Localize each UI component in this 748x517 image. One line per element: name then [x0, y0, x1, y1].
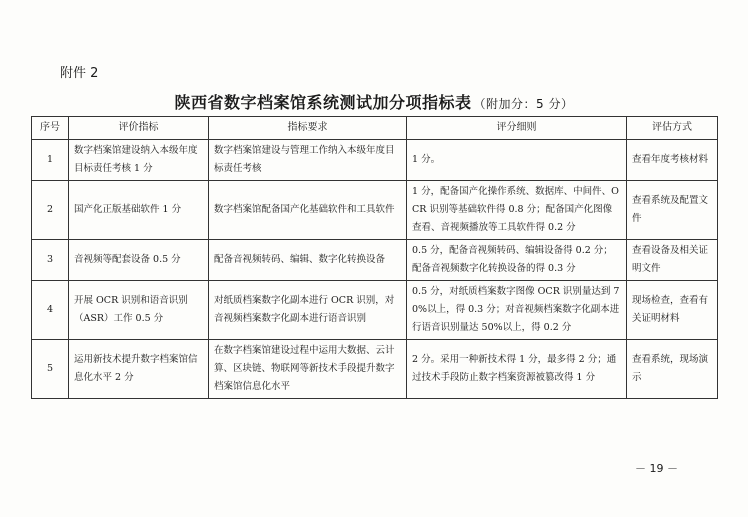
page-title	[0, 90, 748, 113]
row-method: 查看系统及配置文件	[627, 181, 718, 240]
table-row	[32, 140, 718, 181]
header-method: 评估方式	[627, 117, 718, 140]
row-indicator: 运用新技术提升数字档案馆信息化水平 2 分	[69, 340, 209, 399]
row-requirement: 数字档案馆建设与管理工作纳入本级年度目标责任考核	[209, 140, 407, 181]
header-scoring: 评分细则	[407, 117, 627, 140]
table-row	[32, 240, 718, 281]
attachment-label: 附件 2	[60, 66, 99, 81]
row-scoring: 1 分，配备国产化操作系统、数据库、中间件、OCR 识别等基础软件得 0.8 分；配备国产化图像查看、音视频播放等工具软件得 0.2 分	[407, 181, 627, 240]
row-method: 查看年度考核材料	[627, 140, 718, 181]
row-indicator: 开展 OCR 识别和语音识别（ASR）工作 0.5 分	[69, 281, 209, 340]
header-indicator: 评价指标	[69, 117, 209, 140]
table-row	[32, 281, 718, 340]
row-index: 5	[32, 340, 69, 399]
row-indicator: 音视频等配套设备 0.5 分	[69, 240, 209, 281]
row-index: 2	[32, 181, 69, 240]
table-row	[32, 181, 718, 240]
indicator-table	[31, 116, 718, 399]
row-requirement: 对纸质档案数字化副本进行 OCR 识别，对音视频档案数字化副本进行语音识别	[209, 281, 407, 340]
page-number: － 19 －	[635, 462, 678, 475]
row-index: 4	[32, 281, 69, 340]
row-scoring: 0.5 分，对纸质档案数字图像 OCR 识别量达到 70%以上，得 0.3 分；对音视频档案数字化副本进行语音识别量达 50%以上，得 0.2 分	[407, 281, 627, 340]
title-subtitle: （附加分：5 分）	[473, 97, 574, 111]
row-scoring: 2 分。采用一种新技术得 1 分，最多得 2 分；通过技术手段防止数字档案资源被篡改得 1 分	[407, 340, 627, 399]
row-index: 3	[32, 240, 69, 281]
row-requirement: 在数字档案馆建设过程中运用大数据、云计算、区块链、物联网等新技术手段提升数字档案馆信息化水平	[209, 340, 407, 399]
row-requirement: 配备音视频转码、编辑、数字化转换设备	[209, 240, 407, 281]
row-indicator: 数字档案馆建设纳入本级年度目标责任考核 1 分	[69, 140, 209, 181]
row-indicator: 国产化正版基础软件 1 分	[69, 181, 209, 240]
table-row	[32, 340, 718, 399]
row-method: 现场检查，查看有关证明材料	[627, 281, 718, 340]
table-header-row	[32, 117, 718, 140]
row-method: 查看设备及相关证明文件	[627, 240, 718, 281]
header-requirement: 指标要求	[209, 117, 407, 140]
title-text: 陕西省数字档案馆系统测试加分项指标表	[174, 93, 472, 112]
row-index: 1	[32, 140, 69, 181]
row-scoring: 0.5 分，配备音视频转码、编辑设备得 0.2 分；配备音视频数字化转换设备的得 0.3 分	[407, 240, 627, 281]
header-index: 序号	[32, 117, 69, 140]
row-scoring: 1 分。	[407, 140, 627, 181]
row-method: 查看系统，现场演示	[627, 340, 718, 399]
row-requirement: 数字档案馆配备国产化基础软件和工具软件	[209, 181, 407, 240]
